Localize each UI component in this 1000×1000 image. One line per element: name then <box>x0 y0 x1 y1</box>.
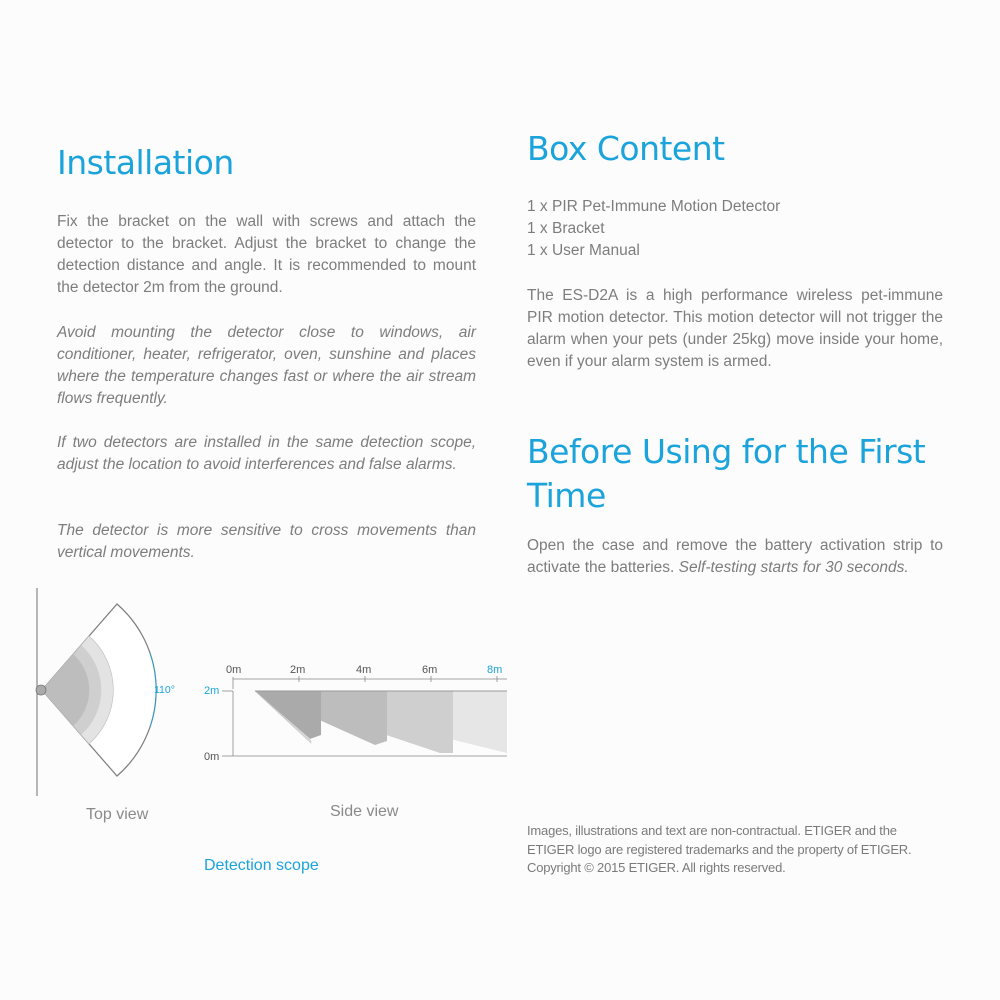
first-use-title <box>527 430 925 518</box>
height-label-2m: 2m <box>204 685 220 697</box>
installation-paragraph-4: The detector is more sensitive to cross movements than vertical movements. <box>57 522 476 561</box>
list-item: 1 x PIR Pet-Immune Motion Detector <box>527 198 781 215</box>
box-content-title: Box Content <box>527 129 725 168</box>
installation-paragraph-1: Fix the bracket on the wall with screws and attach the detector to the bracket. Adjust the bracket to change the detection distance and angle. It is recommended to mount the detector 2m from the ground. <box>57 213 476 296</box>
detector-icon <box>36 685 46 695</box>
detection-scope-caption: Detection scope <box>204 857 319 874</box>
side-view-label: Side view <box>330 803 399 820</box>
distance-label-6m: 6m <box>422 664 438 676</box>
distance-label-2m: 2m <box>290 664 306 676</box>
installation-paragraph-2: Avoid mounting the detector close to windows, air conditioner, heater, refrigerator, oven, sunshine and places where the temperature changes fast or where the air stream flows frequently. <box>57 324 476 407</box>
footer-line-1: Images, illustrations and text are non-contractual. ETIGER and the <box>527 823 897 838</box>
self-test-note: Self-testing starts for 30 seconds. <box>678 559 909 576</box>
first-use-title-line-1: Before Using for the First <box>527 432 926 471</box>
list-item: 1 x Bracket <box>527 220 605 237</box>
footer-line-3: Copyright © 2015 ETIGER. All rights reserved. <box>527 860 786 875</box>
distance-label-0m: 0m <box>226 664 242 676</box>
installation-paragraph-3: If two detectors are installed in the same detection scope, adjust the location to avoid interferences and false alarms. <box>57 434 476 473</box>
footer-line-2: ETIGER logo are registered trademarks and the property of ETIGER. <box>527 841 912 857</box>
first-use-instruction: Open the case and remove the battery activation strip to activate the batteries. <box>527 537 943 576</box>
height-label-0m: 0m <box>204 751 220 763</box>
box-content-list <box>527 196 780 262</box>
side-view-diagram <box>195 655 515 770</box>
first-use-title-line-2: Time <box>527 476 606 515</box>
first-use-text <box>527 535 943 579</box>
distance-label-4m: 4m <box>356 664 372 676</box>
top-view-diagram <box>0 580 200 805</box>
beam-zone-2 <box>255 691 321 739</box>
angle-label: 110° <box>154 684 175 696</box>
top-view-label: Top view <box>86 806 149 823</box>
legal-footer <box>527 822 947 878</box>
distance-label-8m: 8m <box>487 664 503 676</box>
list-item: 1 x User Manual <box>527 242 640 259</box>
product-description: The ES-D2A is a high performance wireless pet-immune PIR motion detector. This motion detector will not trigger the alarm when your pets (under 25kg) move inside your home, even if your alarm system is armed. <box>527 287 943 370</box>
installation-title: Installation <box>57 143 234 182</box>
